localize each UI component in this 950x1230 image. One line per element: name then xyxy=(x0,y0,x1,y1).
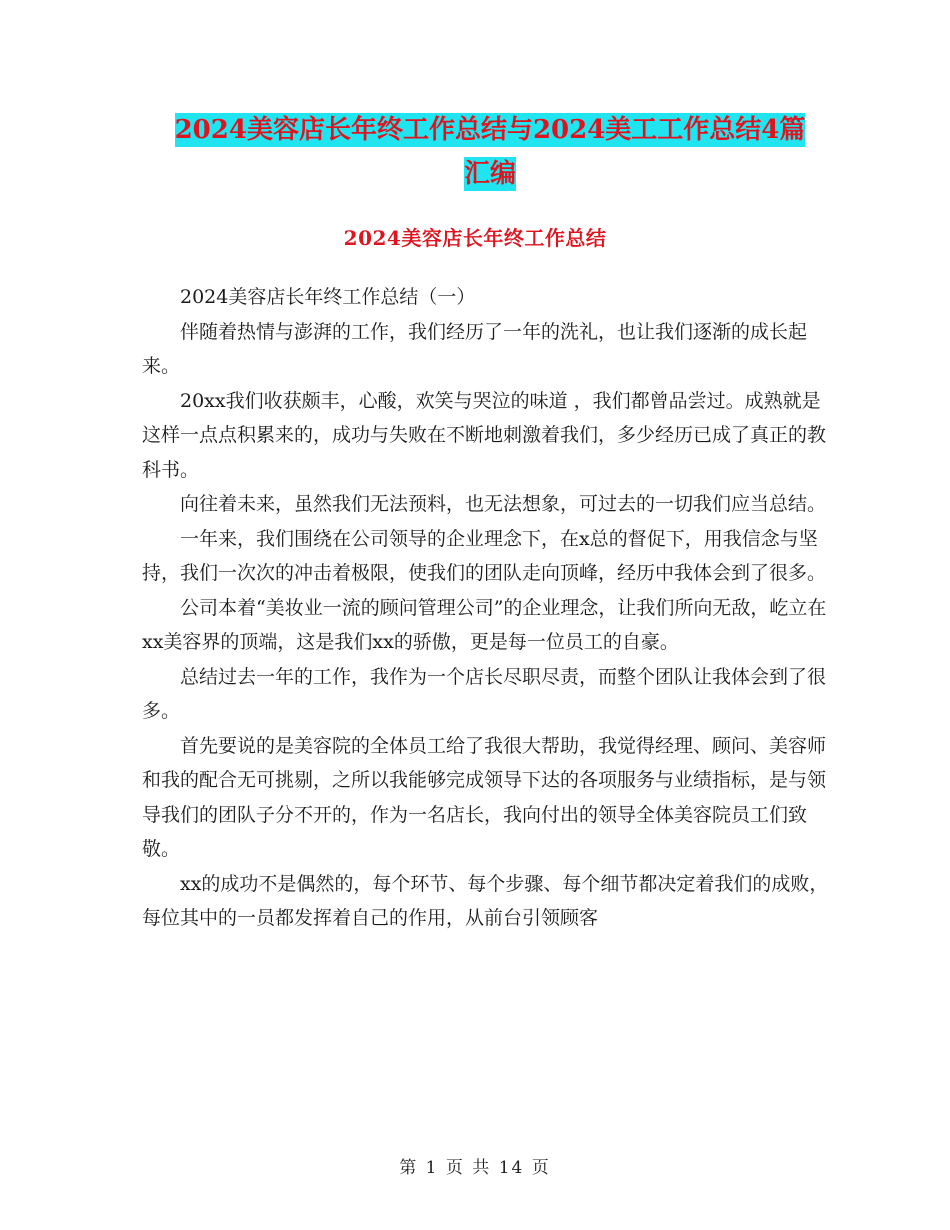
paragraph: 首先要说的是美容院的全体员工给了我很大帮助，我觉得经理、顾问、美容师和我的配合无可挑剔，之所以我能够完成领导下达的各项服务与业绩指标，是与领导我们的团队子分不开的，作为一名店长，我向付出的领导全体美容院员工们致敬。 xyxy=(142,734,827,860)
paragraph: xx的成功不是偶然的，每个环节、每个步骤、每个细节都决定着我们的成败，每位其中的一员都发挥着自己的作用，从前台引领顾客 xyxy=(142,872,829,929)
paragraph: 向往着未来，虽然我们无法预料，也无法想象，可过去的一切我们应当总结。 xyxy=(180,493,827,515)
document-title-line-1: 2024美容店长年终工作总结与2024美工工作总结4篇 xyxy=(174,115,806,145)
paragraph: 2024美容店长年终工作总结（一） xyxy=(180,286,476,308)
paragraph: 20xx我们收获颇丰，心酸，欢笑与哭泣的味道 ，我们都曾品尝过。成熟就是这样一点点积累来的，成功与失败在不断地刺激着我们，多少经历已成了真正的教科书。 xyxy=(142,389,827,481)
section-title: 2024美容店长年终工作总结 xyxy=(343,226,607,250)
paragraph: 伴随着热情与澎湃的工作，我们经历了一年的洗礼，也让我们逐渐的成长起来。 xyxy=(142,320,808,377)
paragraph: 一年来，我们围绕在公司领导的企业理念下，在x总的督促下，用我信念与坚持，我们一次次的冲击着极限，使我们的团队走向顶峰，经历中我体会到了很多。 xyxy=(142,527,827,584)
paragraph: 公司本着“美妆业一流的顾问管理公司”的企业理念，让我们所向无敌，屹立在xx美容界的顶端，这是我们xx的骄傲，更是每一位员工的自豪。 xyxy=(142,596,827,653)
document-title xyxy=(120,108,860,196)
page-footer: 第 1 页 共 14 页 xyxy=(399,1158,551,1178)
document-body xyxy=(142,280,832,936)
paragraph: 总结过去一年的工作，我作为一个店长尽职尽责，而整个团队让我体会到了很多。 xyxy=(142,665,827,722)
document-title-line-2: 汇编 xyxy=(463,159,516,189)
